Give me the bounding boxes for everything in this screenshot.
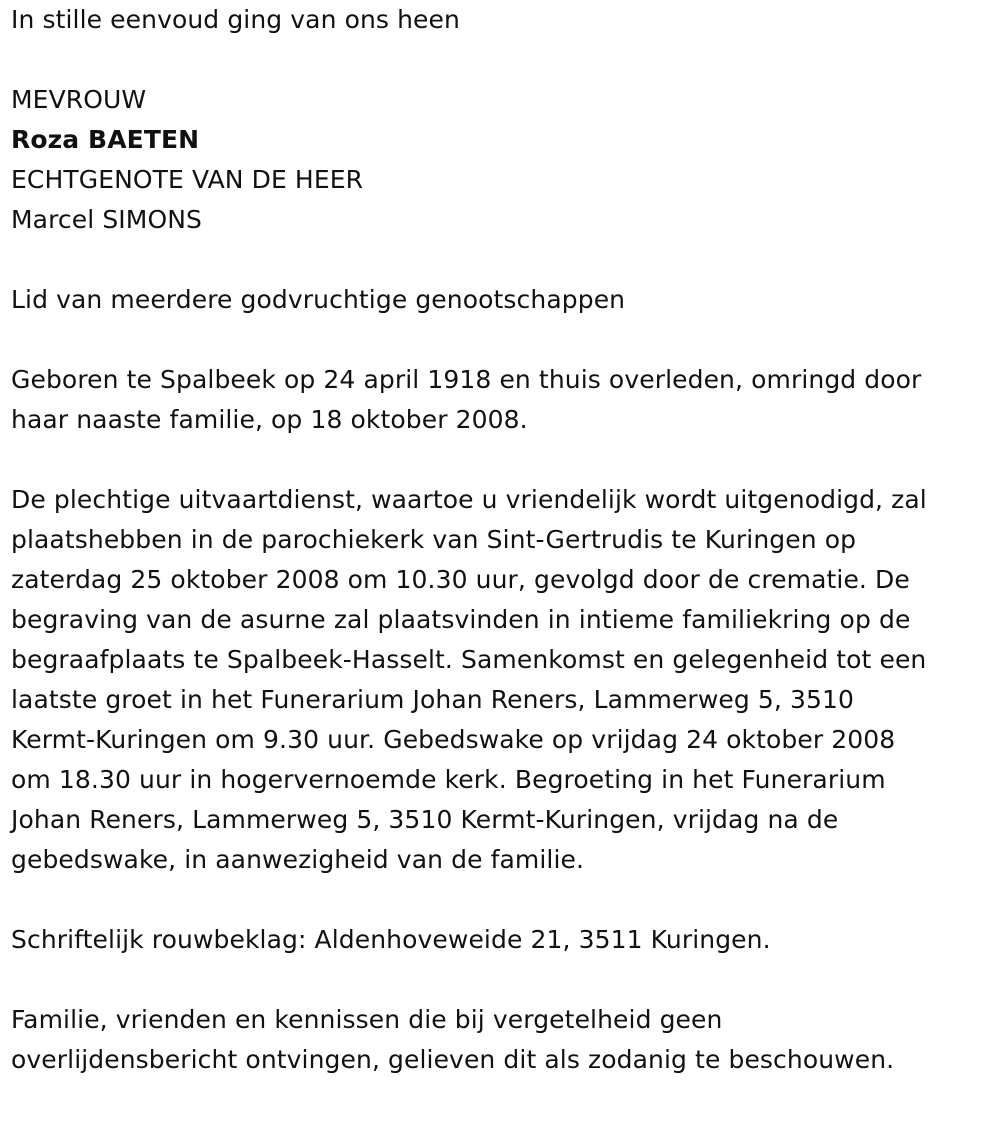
death-notice [11,0,986,1080]
birth-death-line: haar naaste familie, op 18 oktober 2008. [11,405,528,434]
closing-line: overlijdensbericht ontvingen, gelieven dit als zodanig te beschouwen. [11,1045,895,1074]
honorific: MEVROUW [11,85,147,114]
closing-line: Familie, vrienden en kennissen die bij vergetelheid geen [11,1005,723,1034]
funeral-line: laatste groet in het Funerarium Johan Reners, Lammerweg 5, 3510 [11,685,854,714]
funeral-line: begraafplaats te Spalbeek-Hasselt. Samenkomst en gelegenheid tot een [11,645,927,674]
funeral-line: gebedswake, in aanwezigheid van de familie. [11,845,585,874]
birth-death-paragraph [11,360,986,440]
funeral-details-paragraph [11,480,986,880]
birth-death-line: Geboren te Spalbeek op 24 april 1918 en thuis overleden, omringd door [11,365,922,394]
condolences-paragraph [11,920,986,960]
deceased-name: Roza BAETEN [11,125,200,154]
spouse-name: Marcel SIMONS [11,205,202,234]
funeral-line: plaatshebben in de parochiekerk van Sint-Gertrudis te Kuringen op [11,525,857,554]
intro-line: In stille eenvoud ging van ons heen [11,5,460,34]
deceased-block [11,80,986,240]
membership-line: Lid van meerdere godvruchtige genootschappen [11,285,626,314]
funeral-line: Johan Reners, Lammerweg 5, 3510 Kermt-Kuringen, vrijdag na de [11,805,839,834]
condolences-line: Schriftelijk rouwbeklag: Aldenhoveweide 21, 3511 Kuringen. [11,925,771,954]
closing-paragraph [11,1000,986,1080]
funeral-line: De plechtige uitvaartdienst, waartoe u vriendelijk wordt uitgenodigd, zal [11,485,927,514]
spouse-label: ECHTGENOTE VAN DE HEER [11,165,364,194]
funeral-line: Kermt-Kuringen om 9.30 uur. Gebedswake op vrijdag 24 oktober 2008 [11,725,896,754]
funeral-line: om 18.30 uur in hogervernoemde kerk. Begroeting in het Funerarium [11,765,886,794]
membership-paragraph [11,280,986,320]
funeral-line: zaterdag 25 oktober 2008 om 10.30 uur, gevolgd door de crematie. De [11,565,910,594]
funeral-line: begraving van de asurne zal plaatsvinden in intieme familiekring op de [11,605,911,634]
